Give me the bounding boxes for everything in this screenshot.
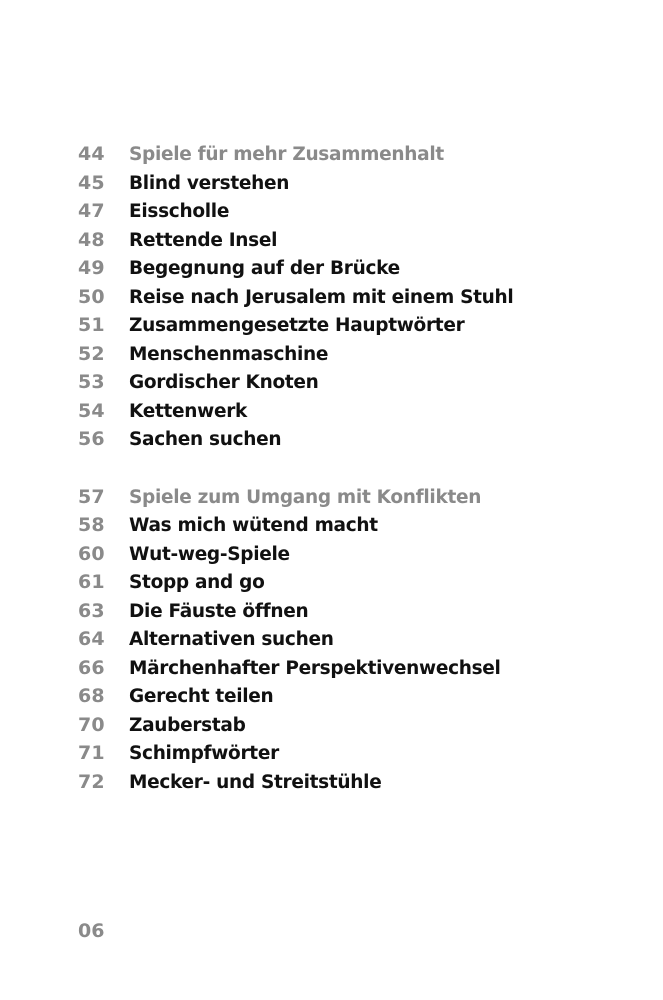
toc-page-number: 57 <box>78 485 105 508</box>
toc-page-number: 45 <box>78 171 105 194</box>
toc-page-number: 66 <box>78 656 105 679</box>
toc-entry-title: Menschenmaschine <box>129 343 329 365</box>
toc-page-number: 51 <box>78 314 105 336</box>
toc-page-number: 71 <box>78 742 105 764</box>
toc-page-number: 61 <box>78 571 105 593</box>
toc-entry-title: Stopp and go <box>129 572 265 593</box>
toc-entry <box>78 368 638 397</box>
toc-page-number: 70 <box>78 713 105 736</box>
toc-entry <box>78 340 638 369</box>
toc-entry <box>78 654 638 683</box>
toc-page-number: 52 <box>78 342 105 365</box>
toc-entry <box>78 197 638 226</box>
toc-section-konflikte <box>78 483 638 797</box>
toc-entry-title: Begegnung auf der Brücke <box>129 258 400 279</box>
toc-entry <box>78 768 638 797</box>
toc-heading-title: Spiele zum Umgang mit Konflikten <box>129 486 482 508</box>
toc-page-number: 53 <box>78 371 105 393</box>
toc-page-number: 44 <box>78 143 105 165</box>
toc-entry-title: Märchenhafter Perspektivenwechsel <box>129 657 501 679</box>
toc-entry <box>78 425 638 454</box>
toc-entry <box>78 739 638 768</box>
toc-page-number: 47 <box>78 200 105 222</box>
toc-page-number: 48 <box>78 228 105 251</box>
toc-entry <box>78 682 638 711</box>
toc-entry <box>78 169 638 198</box>
toc-entry-title: Gordischer Knoten <box>129 372 319 393</box>
toc-entry-title: Die Fäuste öffnen <box>129 600 309 622</box>
toc-section-zusammenhalt <box>78 140 638 454</box>
toc-entry <box>78 625 638 654</box>
toc-section-heading <box>78 483 638 512</box>
toc-entry-title: Rettende Insel <box>129 229 278 251</box>
toc-entry-title: Was mich wütend macht <box>129 515 378 536</box>
toc-page-number: 49 <box>78 257 105 279</box>
toc-entry-title: Kettenwerk <box>129 400 248 422</box>
toc-page-number: 68 <box>78 685 105 707</box>
toc-entry-title: Alternativen suchen <box>129 629 334 650</box>
toc-entry-title: Zusammengesetzte Hauptwörter <box>129 315 465 336</box>
toc-entry <box>78 397 638 426</box>
toc-entry-title: Zauberstab <box>129 714 246 736</box>
table-of-contents <box>78 140 638 796</box>
toc-entry-title: Wut-weg-Spiele <box>129 543 290 565</box>
toc-entry <box>78 283 638 312</box>
toc-section-heading <box>78 140 638 169</box>
toc-page-number: 54 <box>78 399 105 422</box>
toc-heading-title: Spiele für mehr Zusammenhalt <box>129 144 444 165</box>
toc-entry-title: Blind verstehen <box>129 172 290 194</box>
page-footer-number: 06 <box>78 920 105 942</box>
toc-entry <box>78 711 638 740</box>
toc-page-number: 63 <box>78 599 105 622</box>
toc-entry-title: Eisscholle <box>129 201 230 222</box>
toc-entry <box>78 511 638 540</box>
toc-entry-title: Sachen suchen <box>129 429 282 450</box>
toc-entry <box>78 540 638 569</box>
toc-entry-title: Reise nach Jerusalem mit einem Stuhl <box>129 286 514 308</box>
toc-page-number: 72 <box>78 770 105 793</box>
toc-entry-title: Mecker- und Streitstühle <box>129 771 382 793</box>
toc-page-number: 58 <box>78 514 105 536</box>
toc-entry <box>78 311 638 340</box>
toc-entry <box>78 254 638 283</box>
toc-page-number: 56 <box>78 428 105 450</box>
toc-entry <box>78 568 638 597</box>
toc-entry-title: Schimpfwörter <box>129 743 279 764</box>
toc-page-number: 50 <box>78 285 105 308</box>
toc-page-number: 64 <box>78 628 105 650</box>
toc-entry <box>78 226 638 255</box>
toc-entry <box>78 597 638 626</box>
toc-page-number: 60 <box>78 542 105 565</box>
toc-entry-title: Gerecht teilen <box>129 686 274 707</box>
